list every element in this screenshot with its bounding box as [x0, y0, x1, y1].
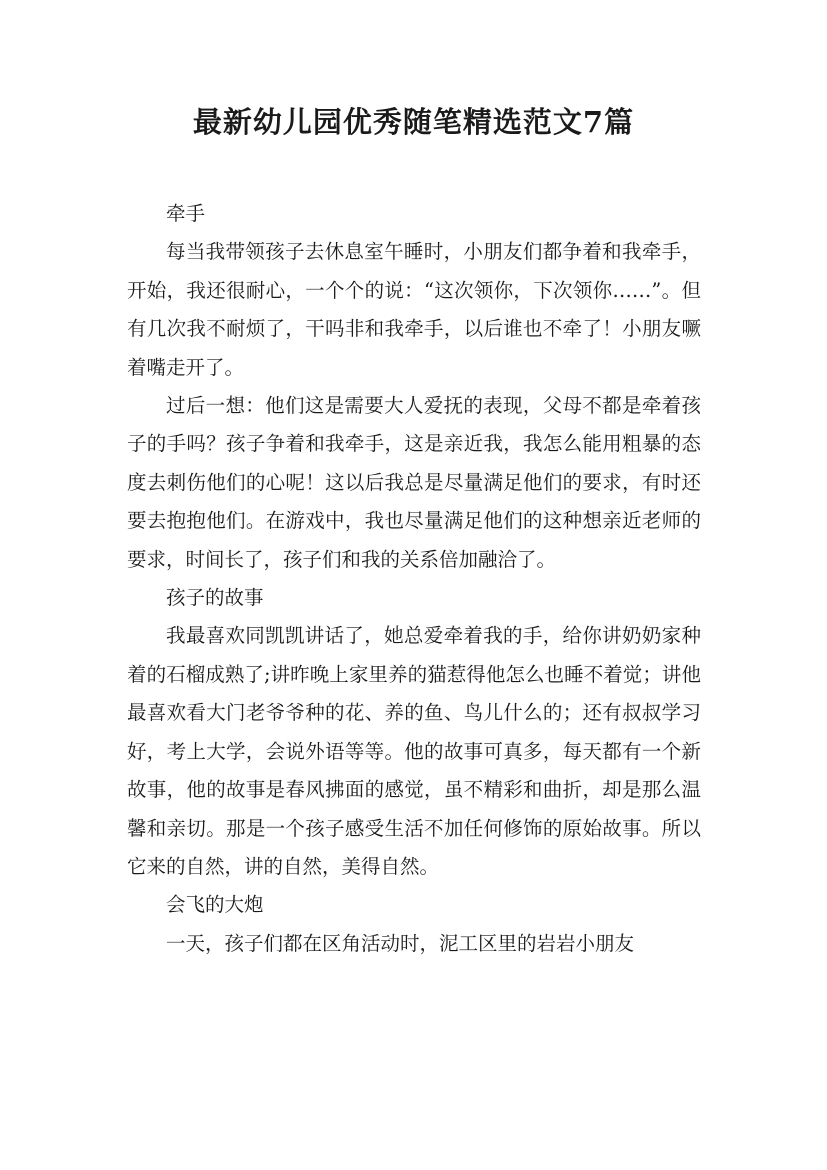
paragraph: 每当我带领孩子去休息室午睡时，小朋友们都争着和我牵手，开始，我还很耐心，一个个的说：“这次领你，下次领你……”。但有几次我不耐烦了，干吗非和我牵手，以后谁也不牵了！小朋友噘着嘴走开了。	[127, 240, 701, 379]
section-heading-haizi-de-gushi: 孩子的故事	[166, 586, 264, 610]
section-heading-hui-fei-de-dapao: 会飞的大炮	[166, 893, 264, 917]
paragraph: 过后一想：他们这是需要大人爱抚的表现，父母不都是牵着孩子的手吗？孩子争着和我牵手，这是亲近我，我怎么能用粗暴的态度去刺伤他们的心呢！这以后我总是尽量满足他们的要求，有时还要去抱抱他们。在游戏中，我也尽量满足他们的这种想亲近老师的要求，时间长了，孩子们和我的关系倍加融洽了。	[127, 394, 701, 571]
section-heading-qianshou: 牵手	[166, 202, 206, 225]
document-title: 最新幼儿园优秀随笔精选范文7篇	[192, 105, 635, 139]
paragraph: 一天，孩子们都在区角活动时，泥工区里的岩岩小朋友	[166, 931, 635, 955]
document-body	[127, 195, 701, 963]
paragraph: 我最喜欢同凯凯讲话了，她总爱牵着我的手，给你讲奶奶家种着的石榴成熟了;讲昨晚上家里养的猫惹得他怎么也睡不着觉；讲他最喜欢看大门老爷爷种的花、养的鱼、鸟儿什么的；还有叔叔学习好，考上大学，会说外语等等。他的故事可真多，每天都有一个新故事，他的故事是春风拂面的感觉，虽不精彩和曲折，却是那么温馨和亲切。那是一个孩子感受生活不加任何修饰的原始故事。所以它来的自然，讲的自然，美得自然。	[127, 624, 701, 878]
